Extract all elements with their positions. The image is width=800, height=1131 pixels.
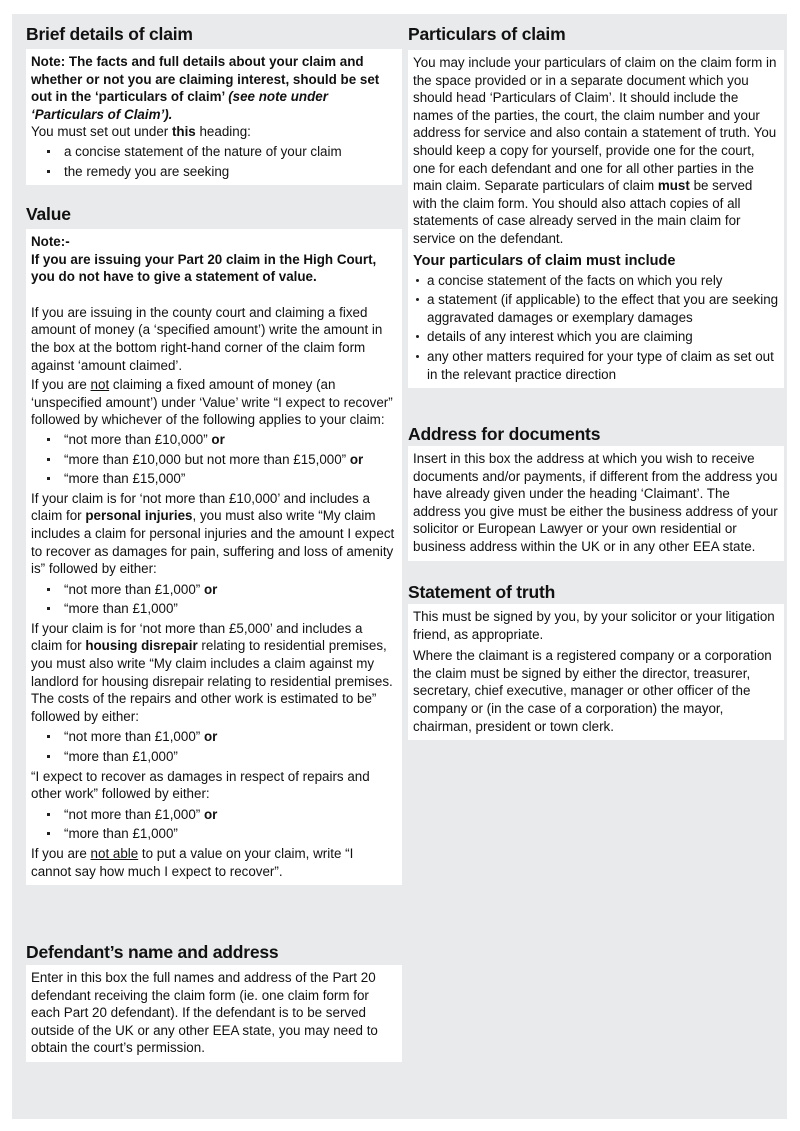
- list-item: [31, 600, 397, 618]
- particulars-para: [413, 54, 779, 248]
- particulars-post: be served with the claim form. You should also attach copies of all statements of case already served in the main claim for service on the defendant.: [413, 178, 753, 246]
- list-item: any other matters required for your type of claim as set out in the relevant practice direction: [413, 348, 779, 383]
- value-pi-post: , you must also write “My claim includes a claim for personal injuries and the amount I expect to recover as damages for pain, suffering and loss of amenity is” followed by either:: [31, 508, 395, 577]
- defendant-text: Enter in this box the full names and address of the Part 20 defendant receiving the claim form (ie. one claim form for each Part 20 defendant). If the defendant is to be served outside of the UK or any other EEA state, you may need to obtain the court’s permission.: [31, 970, 378, 1056]
- item-text: “more than £1,000”: [64, 749, 178, 765]
- particulars-box: [408, 50, 784, 388]
- brief-note-italic: (see note under ‘Particulars of Claim’).: [31, 89, 328, 122]
- defendant-box: [26, 965, 402, 1062]
- list-item: [31, 470, 397, 488]
- brief-must-line: [31, 123, 397, 141]
- page: [12, 14, 787, 1119]
- item-text: “more than £10,000 but not more than £15,000”: [64, 451, 350, 467]
- list-item: [31, 451, 397, 469]
- address-box: [408, 446, 784, 561]
- value-notfixed-u: not: [90, 377, 110, 393]
- value-hd-pre: If your claim is for ‘not more than £5,000’ and includes a claim for: [31, 620, 363, 654]
- list-item: a concise statement of the nature of your claim: [31, 143, 397, 161]
- brief-must-post: heading:: [195, 124, 251, 140]
- value-note-high-court: If you are issuing your Part 20 claim in the High Court, you do not have to give a statement of value.: [31, 251, 377, 285]
- value-section: [26, 204, 402, 885]
- item-bold: or: [203, 729, 218, 745]
- value-list-4: [31, 806, 397, 843]
- item-text: “more than £1,000”: [64, 601, 178, 617]
- defendant-section: [26, 942, 402, 1062]
- list-item: the remedy you are seeking: [31, 163, 397, 181]
- item-text: “not more than £10,000”: [64, 431, 212, 447]
- item-text: “not more than £1,000”: [64, 806, 204, 822]
- particulars-bold: must: [657, 178, 690, 194]
- value-pi-bold: personal injuries: [85, 508, 193, 524]
- value-hd-post: relating to residential premises, you must also write “My claim includes a claim against my landlord for housing disrepair relating to residential premises. The costs of the repairs and other work is estimated to be” followed by either:: [31, 638, 393, 724]
- item-bold: or: [349, 451, 364, 467]
- list-item: details of any interest which you are claiming: [413, 328, 779, 346]
- brief-note: [31, 53, 397, 123]
- value-notable-pre: If you are: [31, 846, 91, 861]
- brief-details-section: [26, 24, 402, 185]
- brief-details-box: [26, 49, 402, 185]
- brief-note-text: Note: The facts and full details about your claim and whether or not you are claiming interest, should be set out in the ‘particulars of claim’: [31, 54, 380, 105]
- value-notfixed-para: [31, 376, 397, 429]
- address-section: [408, 424, 784, 561]
- value-pi-para: [31, 490, 397, 578]
- truth-heading: Statement of truth: [408, 582, 556, 602]
- list-item: [31, 431, 397, 449]
- brief-must-pre: You must set out under: [31, 124, 172, 140]
- value-notable-post: to put a value on your claim, write “I cannot say how much I expect to recover”.: [31, 846, 354, 879]
- particulars-heading: Particulars of claim: [408, 24, 566, 44]
- item-bold: or: [203, 581, 218, 597]
- defendant-heading: Defendant’s name and address: [26, 942, 279, 962]
- value-list-2: [31, 581, 397, 618]
- list-item: [31, 806, 397, 824]
- truth-section: [408, 582, 784, 740]
- list-item: [31, 581, 397, 599]
- item-text: “more than £1,000”: [64, 826, 178, 842]
- value-list-3: [31, 728, 397, 765]
- value-county-para: If you are issuing in the county court and claiming a fixed amount of money (a ‘specified amount’) write the amount in the box at the bottom right-hand corner of the claim form against ‘amount claimed’.: [31, 304, 383, 373]
- item-text: “not more than £1,000”: [64, 729, 204, 745]
- value-repairs-para: “I expect to recover as damages in respect of repairs and other work” followed by either:: [31, 768, 370, 802]
- value-notfixed-post: claiming a fixed amount of money (an ‘unspecified amount’) under ‘Value’ write “I expect to recover” followed by whichever of the following applies to your claim:: [31, 377, 393, 428]
- truth-para-1: This must be signed by you, by your solicitor or your litigation friend, as appropriate.: [413, 609, 775, 642]
- list-item: [31, 748, 397, 766]
- value-notable-para: [31, 845, 397, 880]
- particulars-pre: You may include your particulars of claim on the claim form in the space provided or in a separate document which you should head ‘Particulars of Claim’. It should include the names of the parties, the court, the claim number and your address for service and also contain a statement of truth. You should keep a copy for yourself, provide one for the court, one for each defendant and one for all other parties in the main claim. Separate particulars of claim: [413, 55, 777, 194]
- value-notable-u: not able: [90, 846, 139, 861]
- address-heading: Address for documents: [408, 424, 601, 444]
- value-hd-bold: housing disrepair: [85, 638, 198, 654]
- item-text: “not more than £1,000”: [64, 581, 204, 597]
- item-bold: or: [203, 806, 218, 822]
- particulars-subheading: Your particulars of claim must include: [413, 252, 676, 269]
- item-text: “more than £15,000”: [64, 471, 186, 487]
- value-heading: Value: [26, 204, 71, 224]
- truth-para-2: Where the claimant is a registered company or a corporation the claim must be signed by either the director, treasurer, secretary, chief executive, manager or other officer of the company or (in the case of a corporation) the mayor, chairman, president or town clerk.: [413, 648, 772, 734]
- particulars-section: [408, 24, 784, 388]
- value-pi-pre: If your claim is for ‘not more than £10,000’ and includes a claim for: [31, 490, 370, 524]
- value-box: [26, 229, 402, 885]
- truth-box: [408, 604, 784, 740]
- value-note-label: Note:-: [31, 234, 70, 249]
- particulars-list: [413, 272, 779, 384]
- address-text: Insert in this box the address at which you wish to receive documents and/or payments, if different from the address you have already given under the heading ‘Claimant’. The address you give must be either the business address of your solicitor or European Lawyer or your own residential or business address within the UK or in any other EEA state.: [413, 451, 778, 554]
- value-notfixed-pre: If you are: [31, 377, 91, 393]
- brief-details-heading: Brief details of claim: [26, 24, 193, 44]
- list-item: [31, 728, 397, 746]
- value-hd-para: [31, 620, 397, 726]
- list-item: [31, 825, 397, 843]
- brief-list: [31, 143, 397, 180]
- value-list-1: [31, 431, 397, 488]
- list-item: a statement (if applicable) to the effect that you are seeking aggravated damages or exemplary damages: [413, 291, 779, 326]
- list-item: a concise statement of the facts on which you rely: [413, 272, 779, 290]
- brief-must-bold: this: [171, 124, 196, 140]
- item-bold: or: [211, 431, 225, 447]
